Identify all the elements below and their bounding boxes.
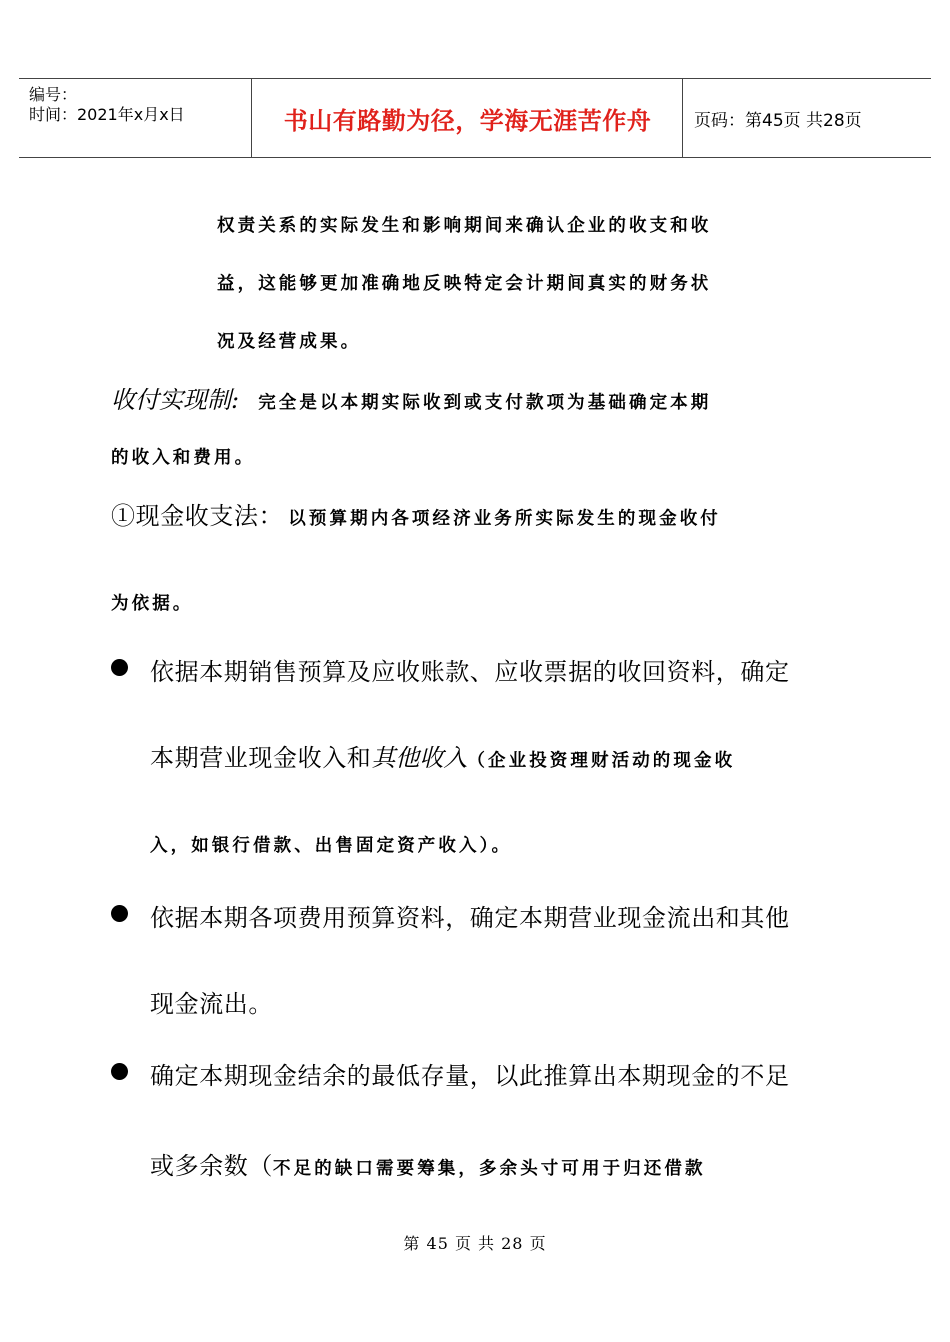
bullet-text: 不足的缺口需要筹集，多余头寸可用于归还借款	[273, 1159, 706, 1179]
paragraph-line: 益，这能够更加准确地反映特定会计期间真实的财务状	[217, 274, 712, 294]
bullet-line: 依据本期销售预算及应收账款、应收票据的收回资料，确定	[150, 658, 790, 686]
bullet-line: 入，如银行借款、出售固定资产收入）。	[150, 836, 513, 856]
bullet-icon	[111, 1063, 128, 1080]
bullet-icon	[111, 659, 128, 676]
paragraph-line: 为依据。	[111, 594, 194, 614]
page-header	[19, 78, 931, 158]
paragraph-line	[111, 380, 711, 415]
header-meta	[29, 85, 185, 125]
bullet-line	[150, 1146, 706, 1181]
document-number-label: 编号：	[29, 85, 78, 104]
bullet-text: 本期营业现金收入和	[150, 744, 372, 772]
header-page-info: 页码：第45页 共28页	[694, 110, 862, 131]
bullet-line	[150, 738, 735, 773]
bullet-text: 或多余数（	[150, 1152, 273, 1180]
paragraph-line: 况及经营成果。	[217, 332, 362, 352]
bullet-icon	[111, 905, 128, 922]
header-divider	[682, 79, 683, 157]
document-time-label: 时间：2021年x月x日	[29, 105, 185, 124]
paragraph-line	[111, 496, 721, 531]
page-footer: 第 45 页 共 28 页	[403, 1234, 547, 1253]
header-motto: 书山有路勤为径，学海无涯苦作舟	[283, 106, 652, 135]
term-other-income: 其他收入	[371, 744, 468, 772]
term-cash-method: ①现金收支法：	[111, 502, 284, 530]
term-cash-basis: 收付实现制:	[111, 386, 240, 414]
paragraph-line: 的收入和费用。	[111, 448, 256, 468]
bullet-line: 确定本期现金结余的最低存量，以此推算出本期现金的不足	[150, 1062, 790, 1090]
bullet-line: 依据本期各项费用预算资料，确定本期营业现金流出和其他	[150, 904, 790, 932]
paragraph-line: 权责关系的实际发生和影响期间来确认企业的收支和收	[217, 216, 712, 236]
paragraph-text: 完全是以本期实际收到或支付款项为基础确定本期	[258, 393, 712, 413]
bullet-text: （企业投资理财活动的现金收	[467, 751, 736, 771]
bullet-line: 现金流出。	[150, 990, 273, 1018]
paragraph-text: 以预算期内各项经济业务所实际发生的现金收付	[288, 509, 721, 529]
